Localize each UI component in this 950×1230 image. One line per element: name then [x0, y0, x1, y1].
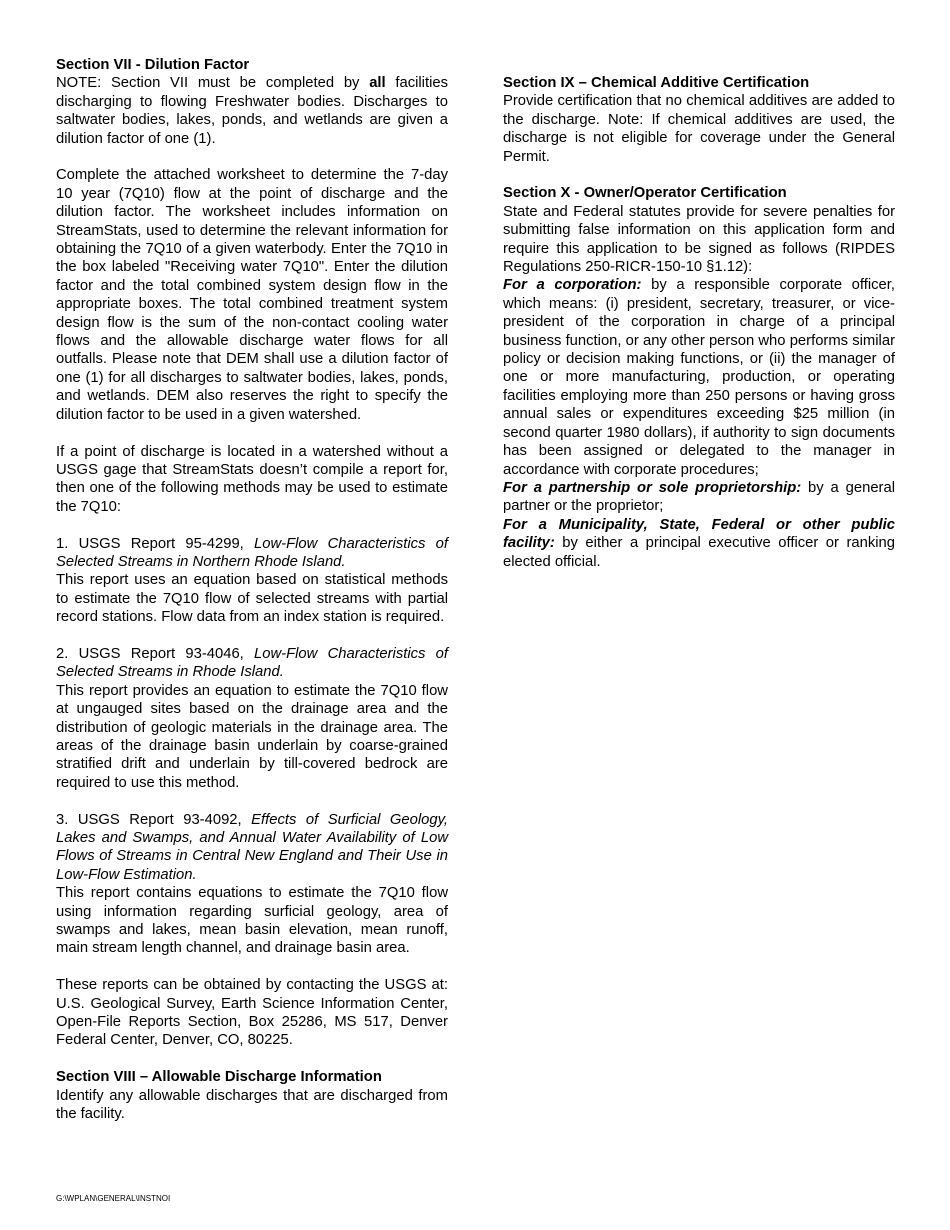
- method-1-description: This report uses an equation based on statistical methods to estimate the 7Q10 flow of selected streams with partial record stations. Flow data from an index station is required.: [56, 572, 448, 626]
- section-ix-text: Provide certification that no chemical additives are added to the discharge. Note: If chemical additives are used, the discharge is not eligible for coverage under the General Permit.: [503, 93, 895, 165]
- usgs-contact-paragraph: These reports can be obtained by contacting the USGS at: U.S. Geological Survey, Earth Science Information Center, Open-File Reports Section, Box 25286, MS 517, Denver Federal Center, Denver, CO, 80225.: [56, 977, 448, 1049]
- section-x-intro: State and Federal statutes provide for severe penalties for submitting false information on this application form and require this application to be signed as follows (RIPDES Regulations 250-RICR-150-10 §1.12):: [503, 203, 895, 276]
- certification-corporation: For a corporation: by a responsible corporate officer, which means: (i) president, secretary, treasurer, or vice-president of the corporation in charge of a principal business function, or any other person who performs similar policy or decision making functions, or (ii) the manager of one or more manufacturing, production, or operating facilities employing more than 250 persons or having gross annual sales or expenditures exceeding $25 million (in second quarter 1980 dollars), if authority to sign documents has been assigned or delegated to the manager in accordance with corporate procedures;: [503, 277, 896, 478]
- section-vii-note: NOTE: Section VII must be completed by all facilities discharging to flowing Freshwater bodies. Discharges to saltwater bodies, lakes, ponds, and wetlands are given a dilution factor of one (1).: [56, 75, 448, 147]
- method-2-description: This report provides an equation to estimate the 7Q10 flow at ungauged sites based on the drainage area and the distribution of geologic materials in the drainage area. The areas of the drainage basin underlain by coarse-grained stratified drift and underlain by till-covered bedrock are required to use this method.: [56, 682, 448, 791]
- section-x-heading: Section X - Owner/Operator Certification: [503, 185, 787, 202]
- left-column: [56, 56, 448, 1123]
- method-3-citation: 3. USGS Report 93-4092, Effects of Surficial Geology, Lakes and Swamps, and Annual Water Availability of Low Flows of Streams in Central New England and Their Use in Low-Flow Estimation.: [56, 811, 449, 883]
- certification-public-facility: For a Municipality, State, Federal or other public facility: by either a principal executive officer or ranking elected official.: [503, 516, 895, 570]
- worksheet-paragraph: Complete the attached worksheet to determine the 7-day 10 year (7Q10) flow at the point of discharge and the dilution factor. The worksheet includes information on StreamStats, used to determine the relevant information for obtaining the 7Q10 of a given waterbody. Enter the 7Q10 in the box labeled "Receiving water 7Q10". Enter the dilution factor and the total combined system design flow in the appropriate boxes. The total combined treatment system design flow is the sum of the non-contact cooling water flows and the allowable discharge water flows for all outfalls. Please note that DEM shall use a dilution factor of one (1) for all discharges to saltwater bodies, lakes, ponds, and wetlands. DEM also reserves the right to specify the dilution factor to be used in a given watershed.: [56, 167, 448, 423]
- method-2-citation: 2. USGS Report 93-4046, Low-Flow Characteristics of Selected Streams in Rhode Island.: [56, 645, 448, 681]
- section-ix-heading: Section IX – Chemical Additive Certification: [503, 75, 810, 91]
- section-vii-heading: Section VII - Dilution Factor: [56, 57, 250, 73]
- section-viii-heading: Section VIII – Allowable Discharge Information: [56, 1069, 382, 1086]
- section-viii-text: Identify any allowable discharges that are discharged from the facility.: [56, 1087, 448, 1123]
- footer-file-path: G:\WPLAN\GENERAL\INSTNOI: [56, 1194, 171, 1203]
- method-3-description: This report contains equations to estimate the 7Q10 flow using information regarding surficial geology, area of swamps and lakes, mean basin elevation, mean runoff, main stream length channel, and drainage basin area.: [56, 885, 448, 957]
- right-column: [503, 74, 895, 571]
- certification-partnership: For a partnership or sole proprietorship: by a general partner or the proprietor;: [503, 479, 895, 515]
- method-1-citation: 1. USGS Report 95-4299, Low-Flow Characteristics of Selected Streams in Northern Rhode Island.: [56, 535, 448, 570]
- gage-paragraph: If a point of discharge is located in a watershed without a USGS gage that StreamStats doesn’t compile a report for, then one of the following methods may be used to estimate the 7Q10:: [56, 443, 448, 515]
